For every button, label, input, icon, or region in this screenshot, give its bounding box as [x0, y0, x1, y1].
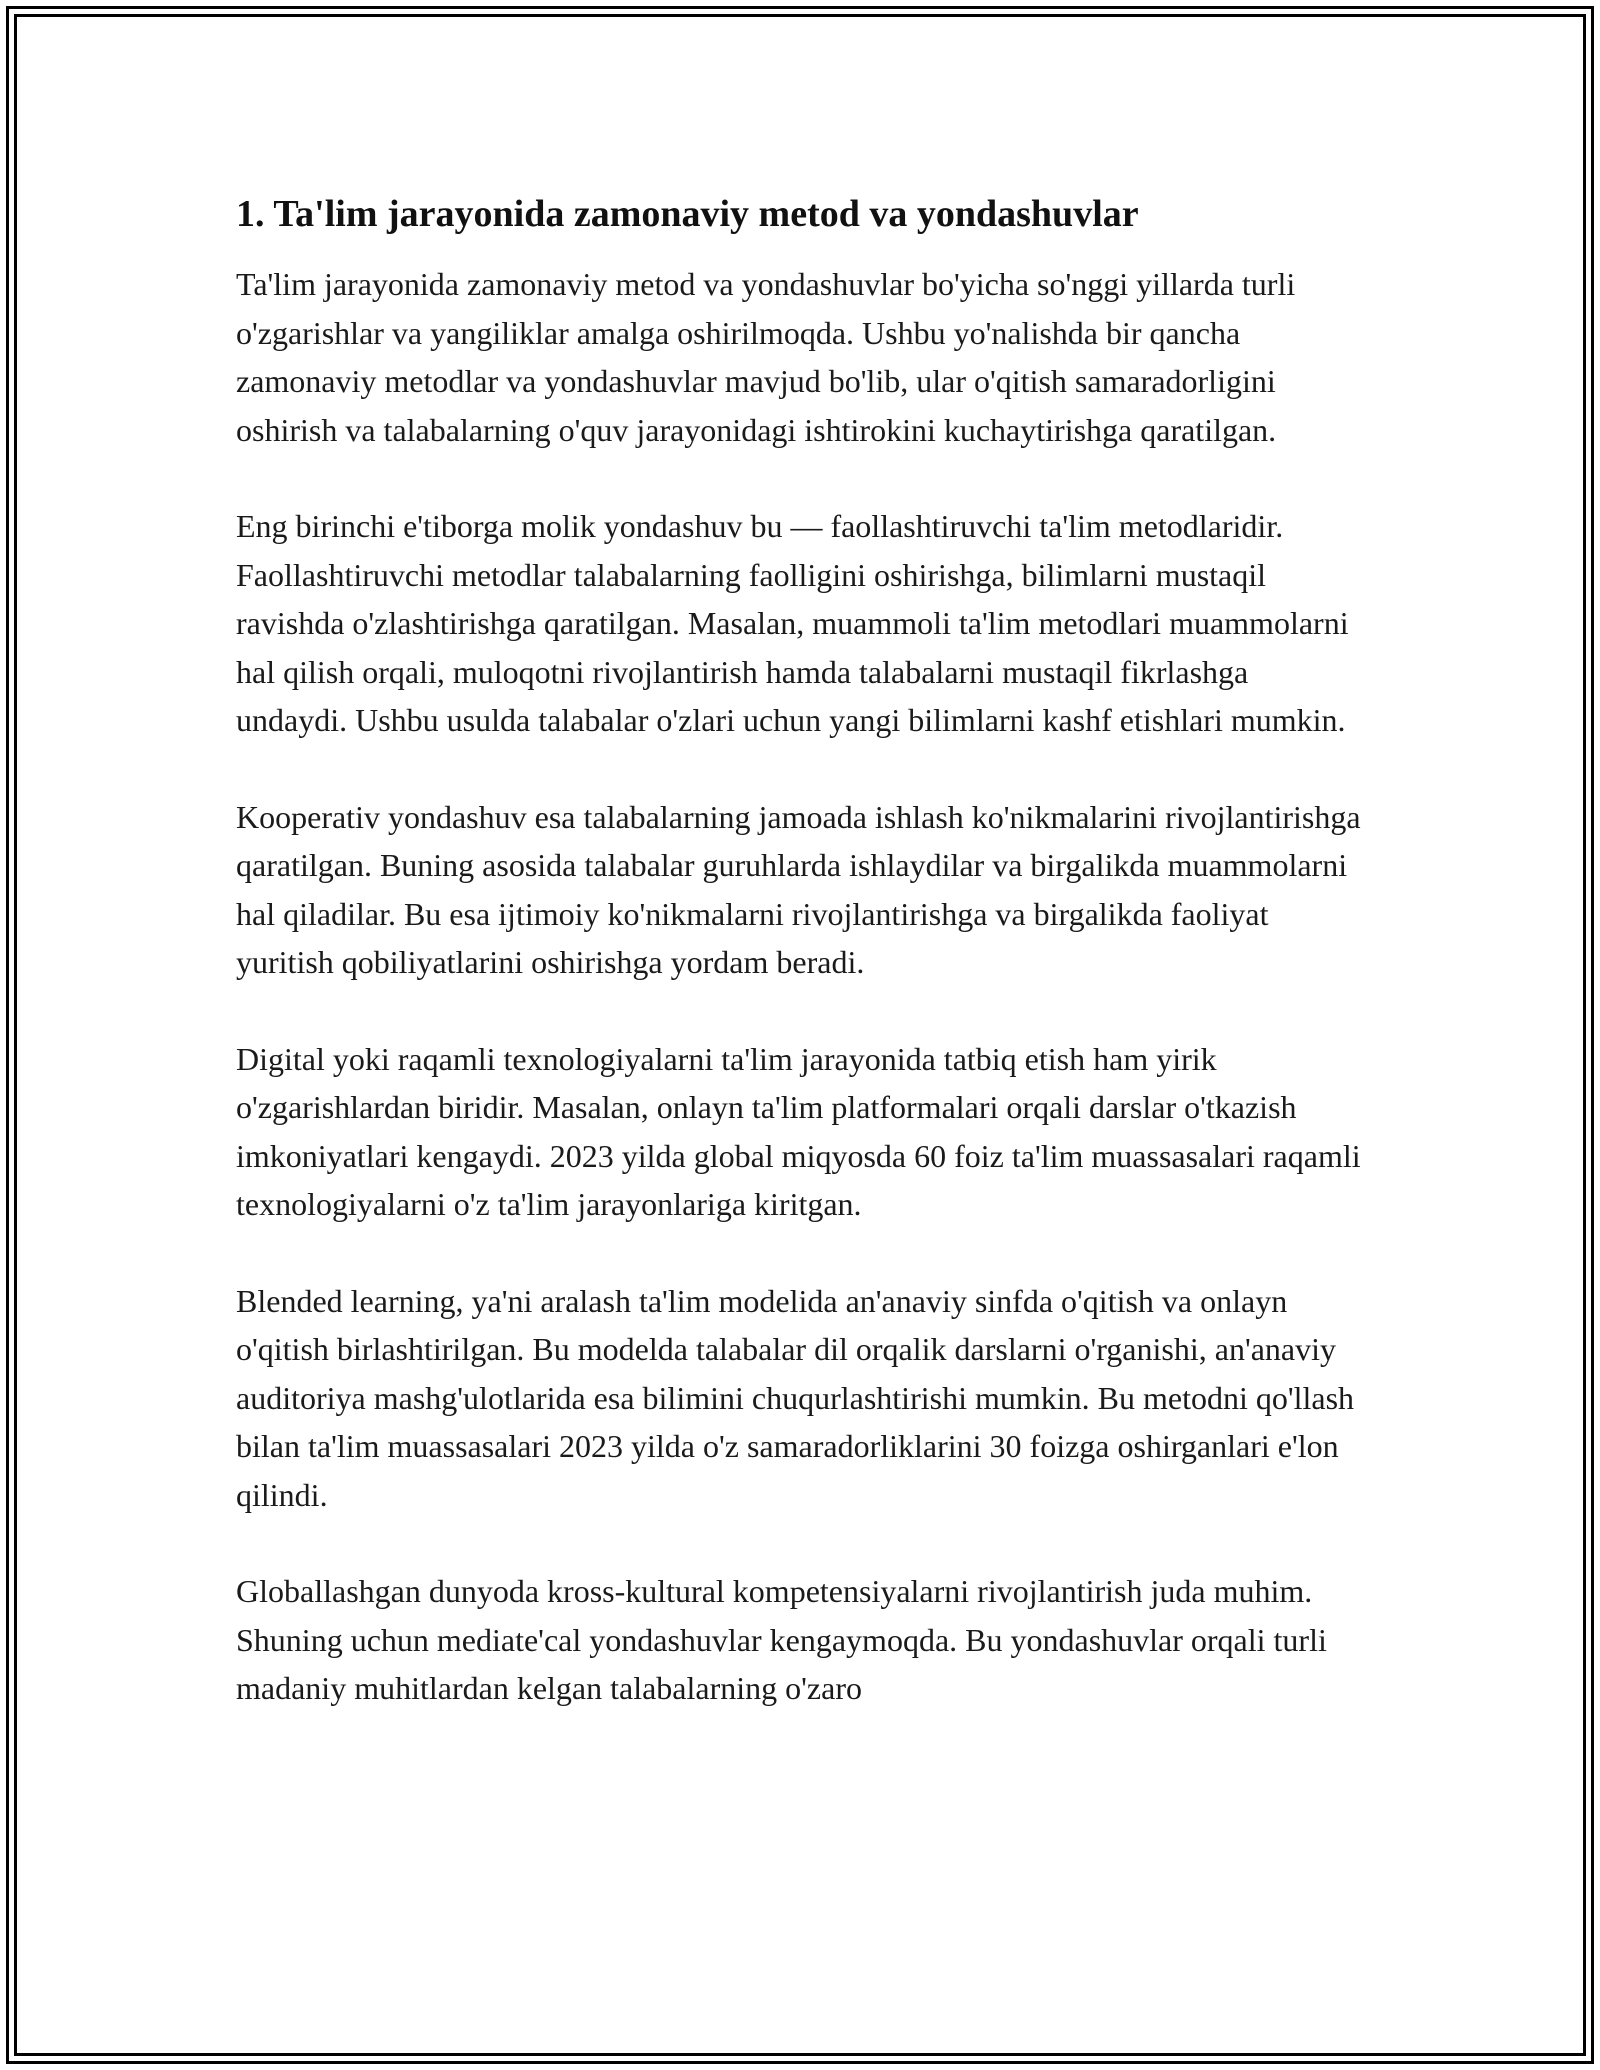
paragraph-5: Blended learning, ya'ni aralash ta'lim modelida an'anaviy sinfda o'qitish va onlayn o'qitish birlashtirilgan. Bu modelda talabalar dil orqalik darslarni o'rganishi, an'anaviy auditoriya mashg'ulotlarida esa bilimini chuqurlashtirishi mumkin. Bu metodni qo'llash bilan ta'lim muassasalari 2023 yilda o'z samaradorliklarini 30 foizga oshirganlari e'lon qilindi.	[236, 1282, 1355, 1513]
paragraph-2: Eng birinchi e'tiborga molik yondashuv bu — faollashtiruvchi ta'lim metodlaridir. Faollashtiruvchi metodlar talabalarning faolligini oshirishga, bilimlarni mustaqil ravishda o'zlashtirishga qaratilgan. Masalan, muammoli ta'lim metodlari muammolarni hal qilish orqali, muloqotni rivojlantirish hamda talabalarni mustaqil fikrlashga undaydi. Ushbu usulda talabalar o'zlari uchun yangi bilimlarni kashf etishlari mumkin.	[236, 508, 1349, 738]
paragraph-1: Ta'lim jarayonida zamonaviy metod va yondashuvlar bo'yicha so'nggi yillarda turli o'zgarishlar va yangiliklar amalga oshirilmoqda. Ushbu yo'nalishda bir qancha zamonaviy metodlar va yondashuvlar mavjud bo'lib, ular o'qitish samaradorligini oshirish va talabalarning o'quv jarayonidagi ishtirokini kuchaytirishga qaratilgan.	[236, 266, 1296, 448]
paragraph-3: Kooperativ yondashuv esa talabalarning jamoada ishlash ko'nikmalarini rivojlantirishga qaratilgan. Buning asosida talabalar guruhlarda ishlaydilar va birgalikda muammolarni hal qiladilar. Bu esa ijtimoiy ko'nikmalarni rivojlantirishga va birgalikda faoliyat yuritish qobiliyatlarini oshirishga yordam beradi.	[236, 798, 1361, 980]
paragraph-4: Digital yoki raqamli texnologiyalarni ta'lim jarayonida tatbiq etish ham yirik o'zgarishlardan biridir. Masalan, onlayn ta'lim platformalari orqali darslar o'tkazish imkoniyatlari kengaydi. 2023 yilda global miqyosda 60 foiz ta'lim muassasalari raqamli texnologiyalarni o'z ta'lim jarayonlariga kiritgan.	[236, 1040, 1361, 1222]
page-title: 1. Ta'lim jarayonida zamonaviy metod va yondashuvlar	[236, 193, 1139, 235]
paragraph-6: Globallashgan dunyoda kross-kultural kompetensiyalarni rivojlantirish juda muhim. Shuning uchun mediate'cal yondashuvlar kengaymoqda. Bu yondashuvlar orqali turli madaniy muhitlardan kelgan talabalarning o'zaro	[236, 1573, 1327, 1706]
document-body	[236, 188, 1366, 1761]
